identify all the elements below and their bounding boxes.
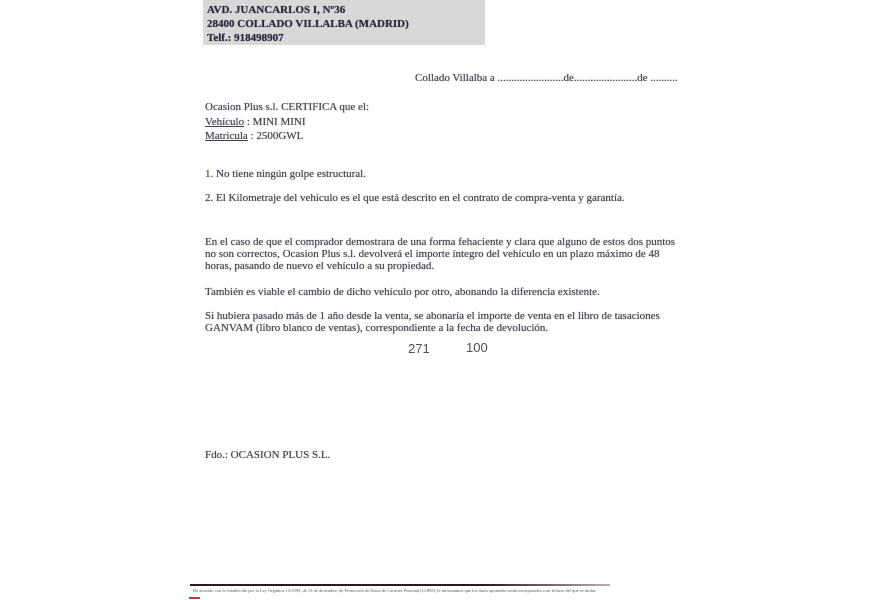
plate-line — [205, 130, 303, 142]
letterhead-phone-line: Telf.: 918498907 — [207, 32, 284, 45]
certifica-heading: Ocasion Plus s.l. CERTIFICA que el: — [205, 101, 370, 113]
refund-paragraph: En el caso de que el comprador demostrara de una forma fehaciente y clara que alguno de estos dos puntos no son correctos, Ocasion Plus s.l. devolverá el importe íntegro del vehículo en un plazo máximo de 48 horas, pasando de nuevo el vehículo a su propiedad. — [205, 236, 676, 273]
exchange-paragraph: También es viable el cambio de dicho vehículo por otro, abonando la diferencia existente. — [205, 286, 600, 298]
footer-red-mark — [189, 597, 200, 599]
condition-point-1: 1. No tiene ningún golpe estructural. — [205, 168, 366, 180]
signature-line: Fdo.: OCASION PLUS S.L. — [205, 449, 331, 461]
letterhead-block — [203, 0, 485, 45]
letterhead-city-line: 28400 COLLADO VILLALBA (MADRID) — [207, 18, 409, 31]
footer-divider-rule — [190, 584, 610, 586]
ganvam-paragraph: Si hubiera pasado más de 1 año desde la venta, se abonaría el importe de venta en el libro de tasaciones GANVAM (libro blanco de ventas), correspondiente a la fecha de devolución. — [205, 310, 660, 335]
legal-fine-print: De acuerdo con lo establecido por la Ley Orgánica 15/1999, de 13 de diciembre, de Protección de Datos de Carácter Personal (LOPD), le informamos que los datos aportados serán incorporados a un fichero del que es titular. — [193, 588, 597, 593]
overlay-number-271: 271 — [408, 341, 430, 356]
vehicle-line — [205, 116, 306, 128]
vehicle-label: Vehículo — [205, 115, 245, 128]
letterhead-address-line: AVD. JUANCARLOS I, Nº36 — [207, 4, 346, 16]
date-line: Collado Villalba a ........................de.......................de .......... — [415, 72, 678, 84]
vehicle-value: : MINI MINI — [244, 115, 306, 128]
overlay-number-100: 100 — [466, 340, 488, 355]
plate-value: : 2500GWL — [247, 129, 304, 142]
plate-label: Matricula — [205, 129, 248, 142]
condition-point-2: 2. El Kilometraje del vehículo es el que está descrito en el contrato de compra-venta y garantía. — [205, 192, 625, 204]
